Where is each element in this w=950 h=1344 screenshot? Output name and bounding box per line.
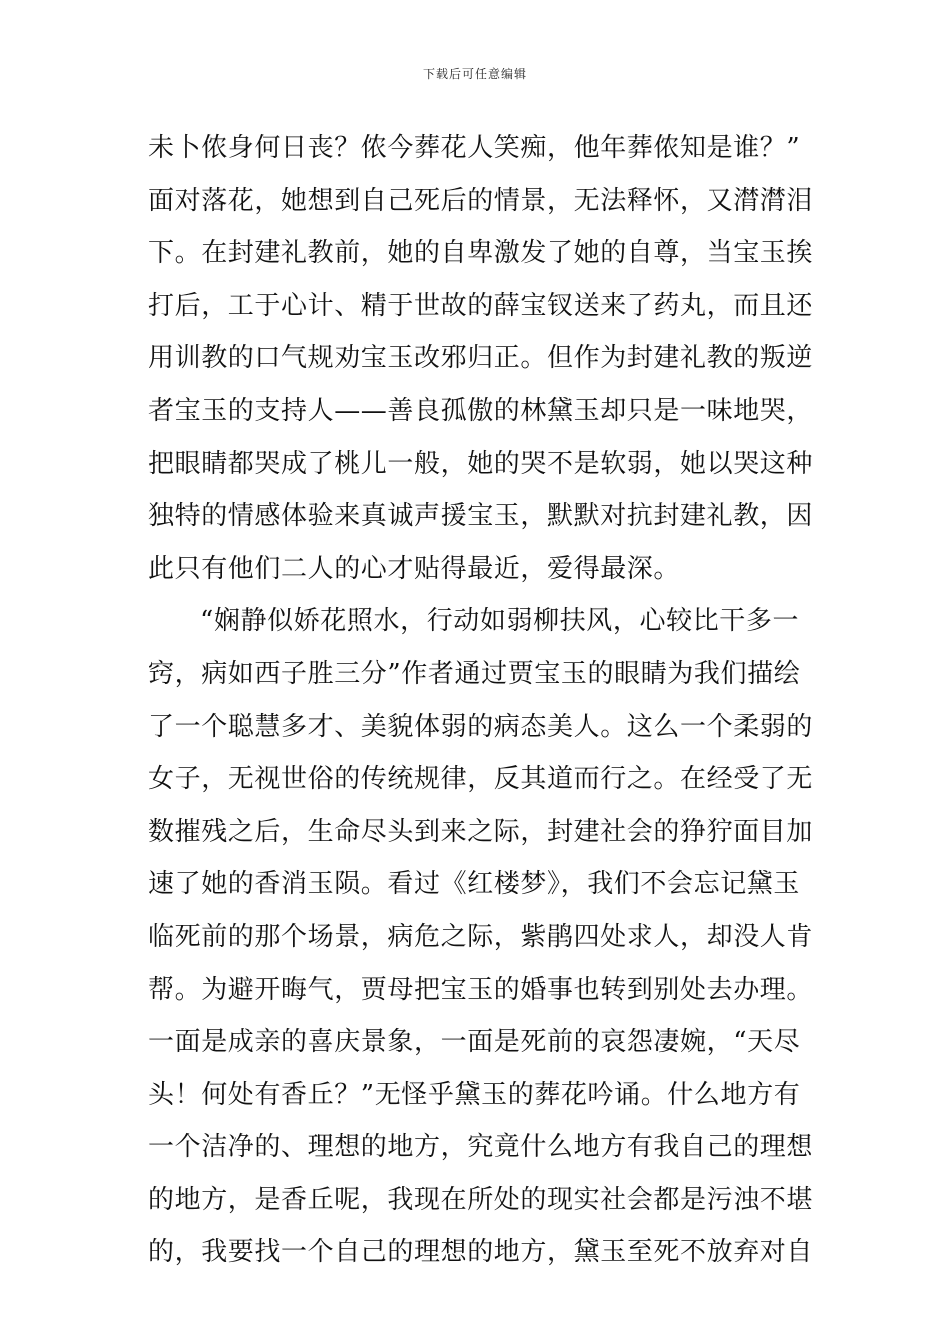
text-line: 一个洁净的、理想的地方，究竟什么地方有我自己的理想 xyxy=(148,1132,814,1163)
text-line: 窍，病如西子胜三分”作者通过贾宝玉的眼睛为我们描绘 xyxy=(148,658,801,689)
text-line: 此只有他们二人的心才贴得最近，爱得最深。 xyxy=(148,553,681,584)
text-line: 速了她的香消玉陨。看过《红楼梦》，我们不会忘记黛玉 xyxy=(148,869,801,900)
text-line: 者宝玉的支持人——善良孤傲的林黛玉却只是一味地哭， xyxy=(148,395,814,426)
body-text xyxy=(148,122,814,1279)
text-line: 一面是成亲的喜庆景象，一面是死前的哀怨凄婉，“天尽 xyxy=(148,1027,801,1058)
text-line: 的，我要找一个自己的理想的地方，黛玉至死不放弃对自 xyxy=(148,1237,814,1268)
text-line: 女子，无视世俗的传统规律，反其道而行之。在经受了无 xyxy=(148,764,814,795)
text-line: 用训教的口气规劝宝玉改邪归正。但作为封建礼教的叛逆 xyxy=(148,343,814,374)
text-line: 独特的情感体验来真诚声援宝玉，默默对抗封建礼教，因 xyxy=(148,501,814,532)
text-line: 临死前的那个场景，病危之际，紫鹃四处求人，却没人肯 xyxy=(148,921,814,952)
text-line: 的地方，是香丘呢，我现在所处的现实社会都是污浊不堪 xyxy=(148,1184,814,1215)
text-line: 未卜侬身何日丧？侬今葬花人笑痴，他年葬侬知是谁？” xyxy=(148,133,801,163)
text-line: 帮。为避开晦气，贾母把宝玉的婚事也转到别处去办理。 xyxy=(148,974,814,1005)
paragraph-start-line: “娴静似娇花照水，行动如弱柳扶风，心较比干多一 xyxy=(200,606,800,637)
text-line: 头！何处有香丘？”无怪乎黛玉的葬花吟诵。什么地方有 xyxy=(148,1079,801,1110)
text-line: 了一个聪慧多才、美貌体弱的病态美人。这么一个柔弱的 xyxy=(148,711,814,742)
page-header: 下载后可任意编辑 xyxy=(422,67,527,81)
text-line: 把眼睛都哭成了桃儿一般，她的哭不是软弱，她以哭这种 xyxy=(148,448,814,479)
text-line: 数摧残之后，生命尽头到来之际，封建社会的狰狞面目加 xyxy=(148,816,814,847)
text-line: 面对落花，她想到自己死后的情景，无法释怀，又潸潸泪 xyxy=(148,185,814,216)
text-line: 打后，工于心计、精于世故的薛宝钗送来了药丸，而且还 xyxy=(148,290,814,321)
text-line: 下。在封建礼教前，她的自卑激发了她的自尊，当宝玉挨 xyxy=(148,238,814,269)
